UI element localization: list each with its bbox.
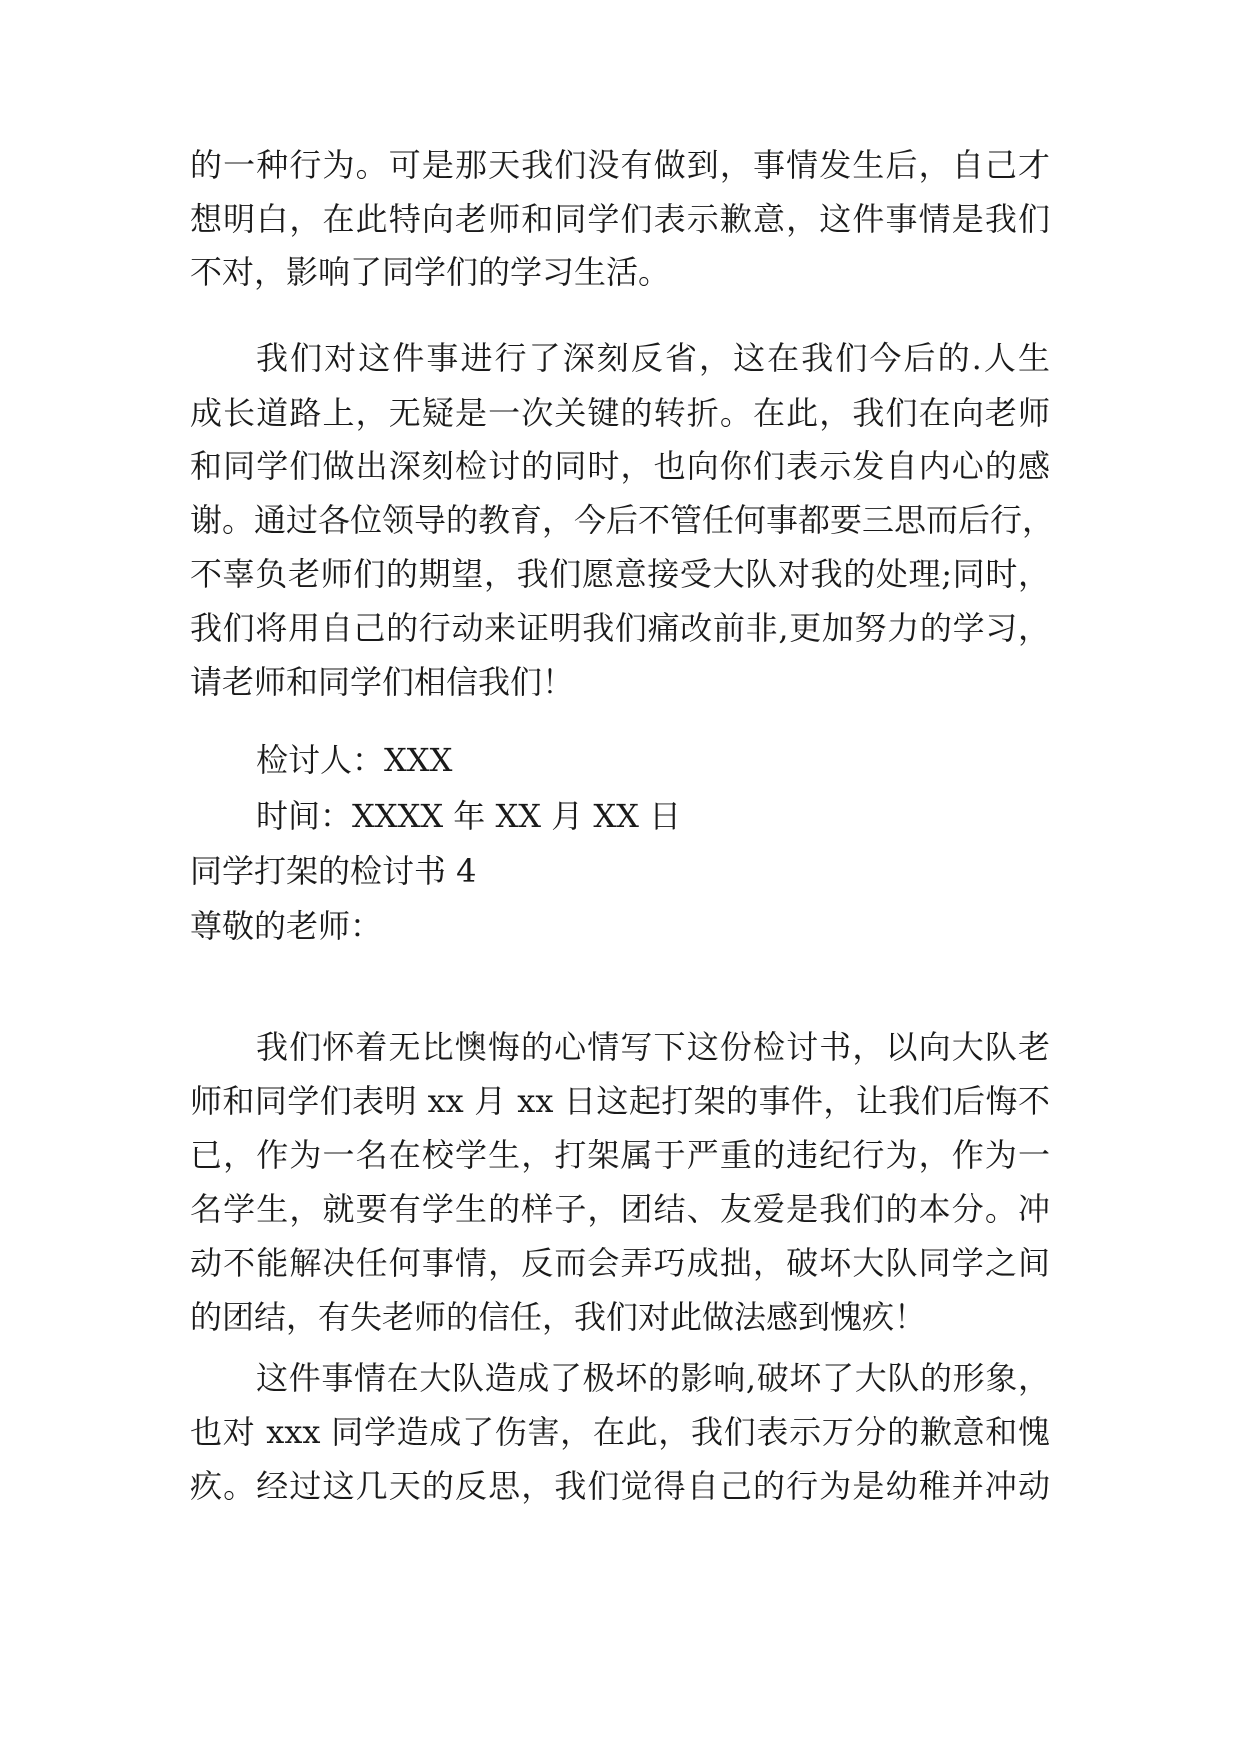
paragraph-line: 谢。通过各位领导的教育，今后不管任何事都要三思而后行， <box>190 501 1055 539</box>
paragraph-line: 动不能解决任何事情，反而会弄巧成拙，破坏大队同学之间 <box>190 1244 1050 1282</box>
paragraph-line: 名学生，就要有学生的样子，团结、友爱是我们的本分。冲 <box>190 1190 1050 1228</box>
paragraph-line: 的团结，有失老师的信任，我们对此做法感到愧疚！ <box>190 1298 927 1336</box>
date-line: 时间：XXXX 年 XX 月 XX 日 <box>256 797 682 835</box>
paragraph-line: 成长道路上，无疑是一次关键的转折。在此，我们在向老师 <box>190 394 1050 432</box>
paragraph-line: 想明白，在此特向老师和同学们表示歉意，这件事情是我们 <box>190 200 1050 238</box>
paragraph-line: 不辜负老师们的期望，我们愿意接受大队对我的处理;同时， <box>190 555 1050 593</box>
paragraph-line: 请老师和同学们相信我们！ <box>190 663 575 701</box>
paragraph-line: 这件事情在大队造成了极坏的影响,破坏了大队的形象， <box>256 1359 1050 1397</box>
salutation: 尊敬的老师： <box>190 907 383 945</box>
paragraph-line: 师和同学们表明 xx 月 xx 日这起打架的事件，让我们后悔不 <box>190 1082 1050 1120</box>
paragraph-line: 疚。经过这几天的反思，我们觉得自己的行为是幼稚并冲动 <box>190 1467 1050 1505</box>
paragraph-line: 的一种行为。可是那天我们没有做到，事情发生后，自己才 <box>190 146 1050 184</box>
paragraph-line: 不对，影响了同学们的学习生活。 <box>190 253 671 291</box>
signatory-line: 检讨人：XXX <box>256 741 453 779</box>
section-title: 同学打架的检讨书 4 <box>190 852 477 890</box>
paragraph-line: 我们怀着无比懊悔的心情写下这份检讨书，以向大队老 <box>256 1028 1050 1066</box>
paragraph-line: 已，作为一名在校学生，打架属于严重的违纪行为，作为一 <box>190 1136 1050 1174</box>
paragraph-line: 我们对这件事进行了深刻反省，这在我们今后的.人生 <box>256 339 1050 377</box>
paragraph-line: 我们将用自己的行动来证明我们痛改前非,更加努力的学习， <box>190 609 1050 647</box>
paragraph-line: 和同学们做出深刻检讨的同时，也向你们表示发自内心的感 <box>190 447 1050 485</box>
paragraph-line: 也对 xxx 同学造成了伤害，在此，我们表示万分的歉意和愧 <box>190 1413 1050 1451</box>
